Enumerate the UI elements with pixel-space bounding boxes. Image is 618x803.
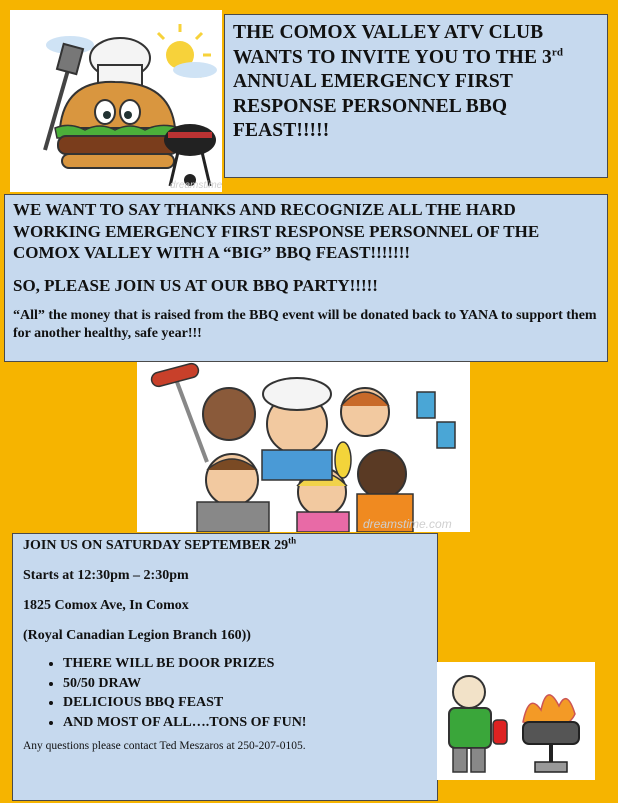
event-date-text: JOIN US ON SATURDAY SEPTEMBER 29 [23,538,289,553]
people-watermark: dreamstime.com [363,517,452,531]
invitation-title-box [224,14,608,178]
thanks-message-box [4,194,608,362]
invitation-title-part2: ANNUAL EMERGENCY FIRST RESPONSE PERSONNEL BBQ FEAST!!!!! [233,71,513,141]
thanks-message: WE WANT TO SAY THANKS AND RECOGNIZE ALL THE HARD WORKING EMERGENCY FIRST RESPONSE PERSONNEL OF THE COMOX VALLEY WITH A “BIG” BBQ FEAST!!!!!!! [13,200,540,262]
burger-mascot-image [10,10,222,192]
event-address: 1825 Comox Ave, In Comox [23,598,189,613]
date-ordinal-suffix: th [288,535,297,546]
list-item: • AND MOST OF ALL….TONS OF FUN! [63,713,427,733]
event-venue: (Royal Canadian Legion Branch 160)) [23,628,251,643]
invitation-title-part1: THE COMOX VALLEY ATV CLUB WANTS TO INVITE YOU TO THE 3 [233,22,552,68]
list-item: • 50/50 DRAW [63,674,427,694]
griller-image [437,662,595,780]
event-highlights-list [23,654,427,732]
list-item: • DELICIOUS BBQ FEAST [63,693,427,713]
event-time: Starts at 12:30pm – 2:30pm [23,568,189,583]
event-details-box [12,533,438,801]
donation-message: “All” the money that is raised from the BBQ event will be donated back to YANA to support them for another healthy, safe year!!! [13,307,597,341]
event-date [23,535,427,554]
party-people-image [137,362,470,532]
join-party-message: SO, PLEASE JOIN US AT OUR BBQ PARTY!!!!! [13,275,378,295]
burger-watermark: dreamstime [170,180,222,191]
contact-info: Any questions please contact Ted Meszaros at 250-207-0105. [23,740,306,752]
list-item: • THERE WILL BE DOOR PRIZES [63,654,427,674]
ordinal-suffix: rd [551,46,564,58]
